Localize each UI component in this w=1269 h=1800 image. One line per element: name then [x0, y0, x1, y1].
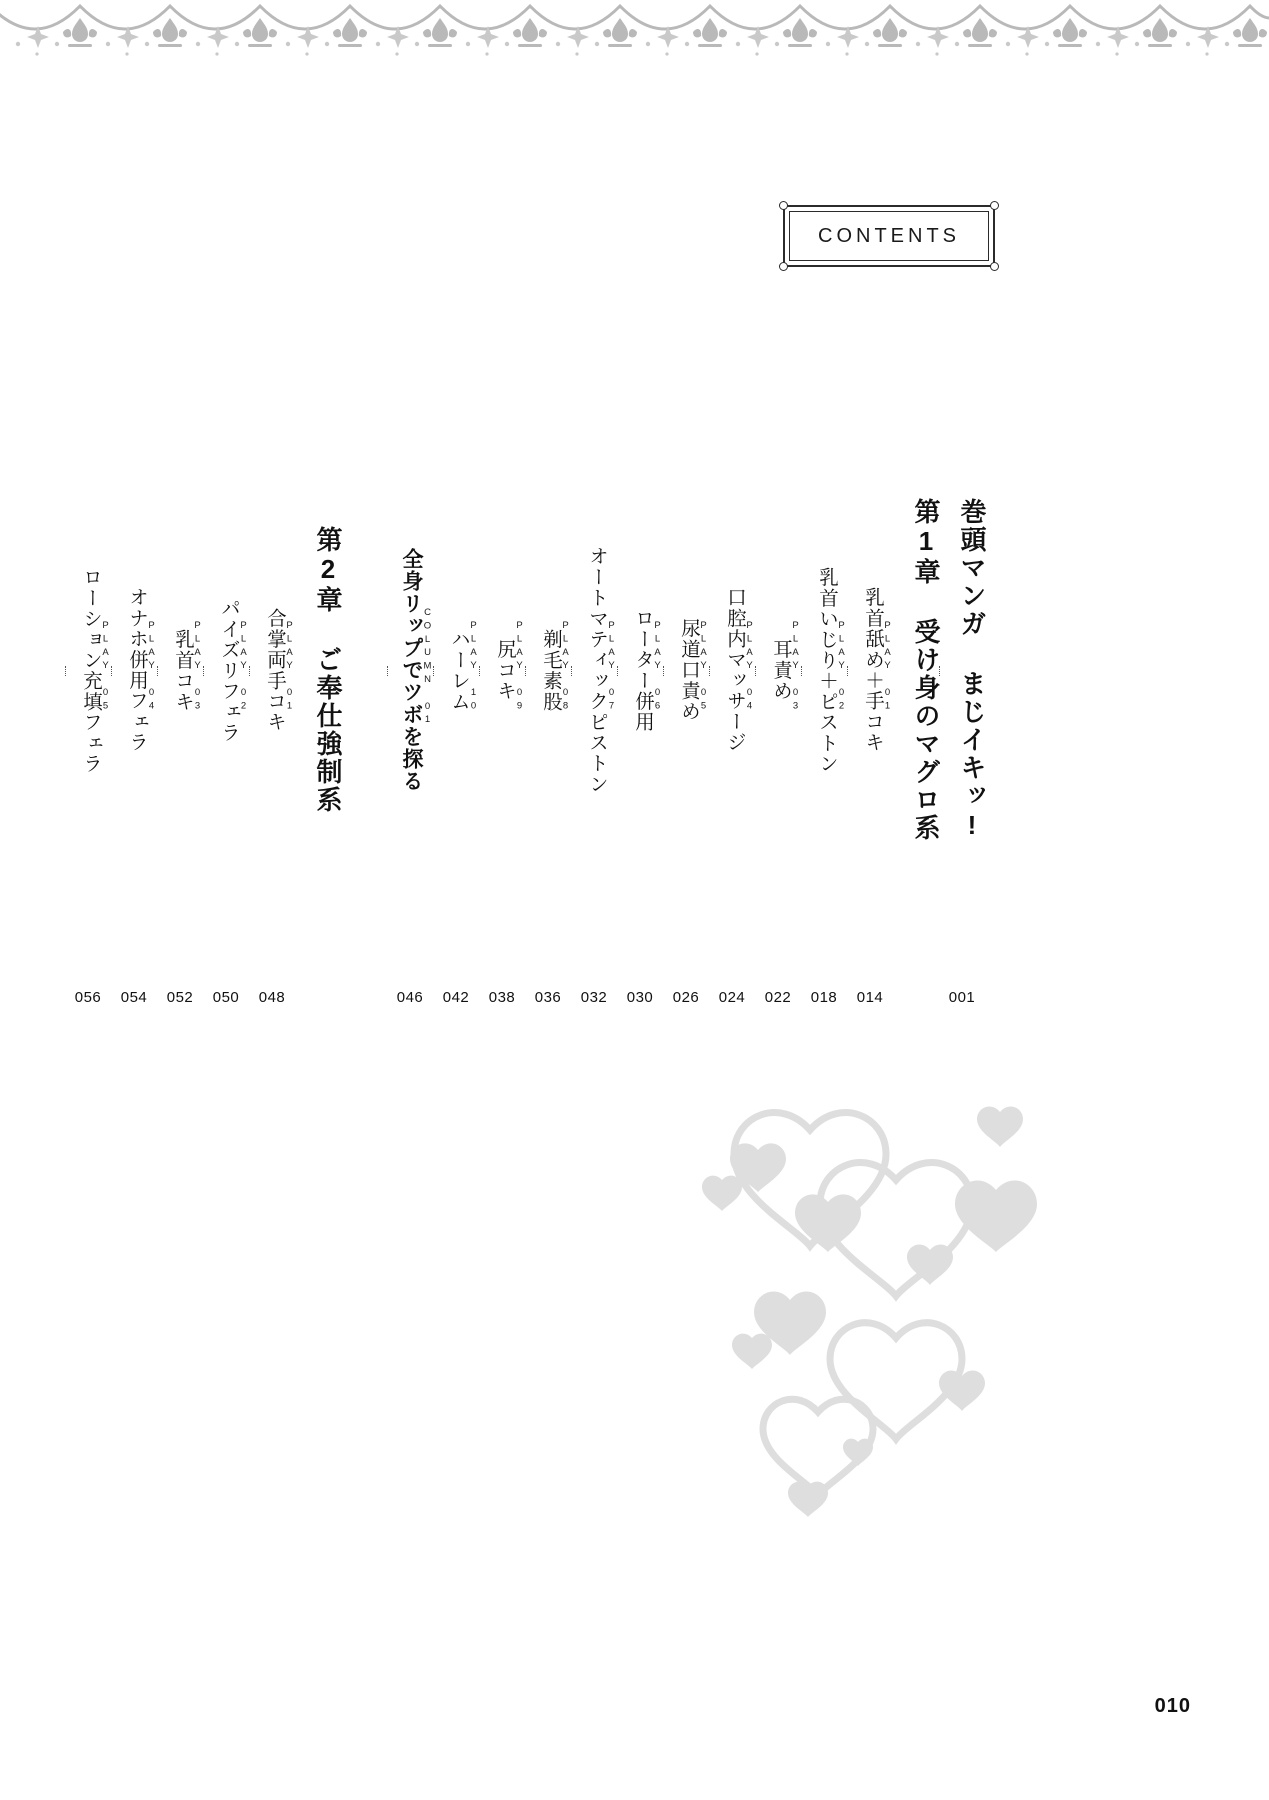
- toc-entry[interactable]: [157, 340, 203, 1006]
- toc-entry[interactable]: [203, 340, 249, 1006]
- toc-entry[interactable]: [617, 340, 663, 1006]
- toc-leader-dots: [571, 666, 587, 676]
- toc-leader-dots: [709, 666, 725, 676]
- toc-entry-page-number: 026: [672, 989, 700, 1006]
- toc-entry-page-number: 048: [258, 989, 286, 1006]
- toc-entry-title: 合掌両手コキ: [264, 607, 286, 733]
- toc-leader-dots: [801, 666, 817, 676]
- toc-entry[interactable]: [479, 340, 525, 1006]
- toc-entry-page-number: 054: [120, 989, 148, 1006]
- toc-entry-title: オナホ併用フェラ: [126, 587, 148, 753]
- toc-entry-page-number: 022: [764, 989, 792, 1006]
- toc-entry[interactable]: [755, 340, 801, 1006]
- toc-leader-dots: [525, 666, 541, 676]
- toc-entry-title: 全身リップでツボを探る: [400, 547, 423, 793]
- toc-entry[interactable]: [571, 340, 617, 1006]
- toc-entry-page-number: 030: [626, 989, 654, 1006]
- toc-entry-kicker: PLAY 07: [606, 620, 617, 714]
- toc-entry-kicker: PLAY 05: [100, 620, 111, 714]
- toc-entry-title: 乳首コキ: [172, 628, 194, 712]
- toc-entry[interactable]: [65, 340, 111, 1006]
- toc-entry-title: ローション充填フェラ: [80, 566, 102, 774]
- toc-entry-title: 尻コキ: [494, 638, 516, 702]
- toc-entry-page-number: 018: [810, 989, 838, 1006]
- toc-entry-title: 第2章 ご奉仕強制系: [313, 526, 343, 814]
- toc-entry-kicker: PLAY 06: [652, 620, 663, 714]
- toc-entry-page-number: 050: [212, 989, 240, 1006]
- toc-entry-title: パイズリフェラ: [218, 597, 240, 743]
- toc-entry-title: 剃毛素股: [540, 628, 562, 712]
- toc-entry-page-number: 001: [948, 989, 976, 1006]
- toc-entry[interactable]: [249, 340, 295, 1006]
- toc-entry-kicker: COLUMN 01: [422, 606, 433, 728]
- contents-heading-box: [783, 205, 995, 267]
- toc-entry-title: ハーレム: [448, 628, 470, 712]
- toc-entry-kicker: PLAY 04: [146, 620, 157, 714]
- toc-leader-dots: [157, 666, 173, 676]
- toc-leader-dots: [387, 666, 401, 676]
- toc-entry[interactable]: [295, 340, 341, 1000]
- toc-entry-title: 乳首いじり＋ピストン: [816, 566, 838, 774]
- toc-entry[interactable]: [709, 340, 755, 1006]
- toc-entry[interactable]: [111, 340, 157, 1006]
- toc-entry-kicker: PLAY 02: [836, 620, 847, 714]
- toc-entry-kicker: PLAY 04: [744, 620, 755, 714]
- toc-entry-kicker: PLAY 01: [284, 620, 295, 714]
- toc-entry-kicker: PLAY 03: [192, 620, 203, 714]
- toc-entry-kicker: PLAY 10: [468, 620, 479, 714]
- table-of-contents: [74, 340, 987, 1020]
- top-ornament-border: [0, 0, 1269, 80]
- toc-entry-title: 口腔内マッサージ: [724, 587, 746, 753]
- toc-leader-dots: [755, 666, 771, 676]
- toc-leader-dots: [433, 666, 449, 676]
- toc-entry-kicker: PLAY 02: [238, 620, 249, 714]
- toc-entry-title: ローター併用: [632, 607, 654, 733]
- toc-entry-page-number: 056: [74, 989, 102, 1006]
- toc-entry-kicker: PLAY 08: [560, 620, 571, 714]
- toc-entry-page-number: 024: [718, 989, 746, 1006]
- toc-leader-dots: [617, 666, 633, 676]
- toc-entry-title: 耳責め: [770, 638, 792, 702]
- toc-leader-dots: [65, 666, 81, 676]
- toc-entry-page-number: 014: [856, 989, 884, 1006]
- toc-entry-page-number: 032: [580, 989, 608, 1006]
- toc-entry-page-number: 052: [166, 989, 194, 1006]
- toc-entry[interactable]: [801, 340, 847, 1006]
- toc-entry[interactable]: [387, 340, 433, 1006]
- toc-entry[interactable]: [893, 340, 939, 1000]
- toc-entry-title: 第1章 受け身のマグロ系: [911, 498, 941, 842]
- toc-entry-title: 尿道口責め: [678, 618, 700, 722]
- toc-entry[interactable]: [847, 340, 893, 1006]
- toc-leader-dots: [249, 666, 265, 676]
- toc-leader-dots: [111, 666, 127, 676]
- toc-entry[interactable]: [433, 340, 479, 1006]
- toc-entry-kicker: PLAY 03: [790, 620, 801, 714]
- toc-entry[interactable]: [663, 340, 709, 1006]
- toc-leader-dots: [939, 666, 959, 676]
- toc-leader-dots: [663, 666, 679, 676]
- toc-leader-dots: [203, 666, 219, 676]
- toc-entry-kicker: PLAY 05: [698, 620, 709, 714]
- page-title: CONTENTS: [818, 224, 960, 247]
- toc-entry-page-number: 036: [534, 989, 562, 1006]
- page-number: 010: [1154, 1695, 1191, 1717]
- toc-entry-title: 巻頭マンガ まじイキッ!: [957, 498, 987, 842]
- heart-cluster-icon: [700, 1020, 1120, 1520]
- toc-entry-page-number: 046: [396, 989, 424, 1006]
- toc-entry-title: 乳首舐め＋手コキ: [862, 587, 884, 753]
- toc-entry[interactable]: [525, 340, 571, 1006]
- toc-entry-title: オートマティックピストン: [586, 545, 608, 795]
- toc-entry-kicker: PLAY 01: [882, 620, 893, 714]
- toc-leader-dots: [847, 666, 863, 676]
- toc-entry-page-number: 042: [442, 989, 470, 1006]
- toc-leader-dots: [479, 666, 495, 676]
- toc-entry[interactable]: [939, 340, 987, 1006]
- toc-entry-kicker: PLAY 09: [514, 620, 525, 714]
- toc-entry-page-number: 038: [488, 989, 516, 1006]
